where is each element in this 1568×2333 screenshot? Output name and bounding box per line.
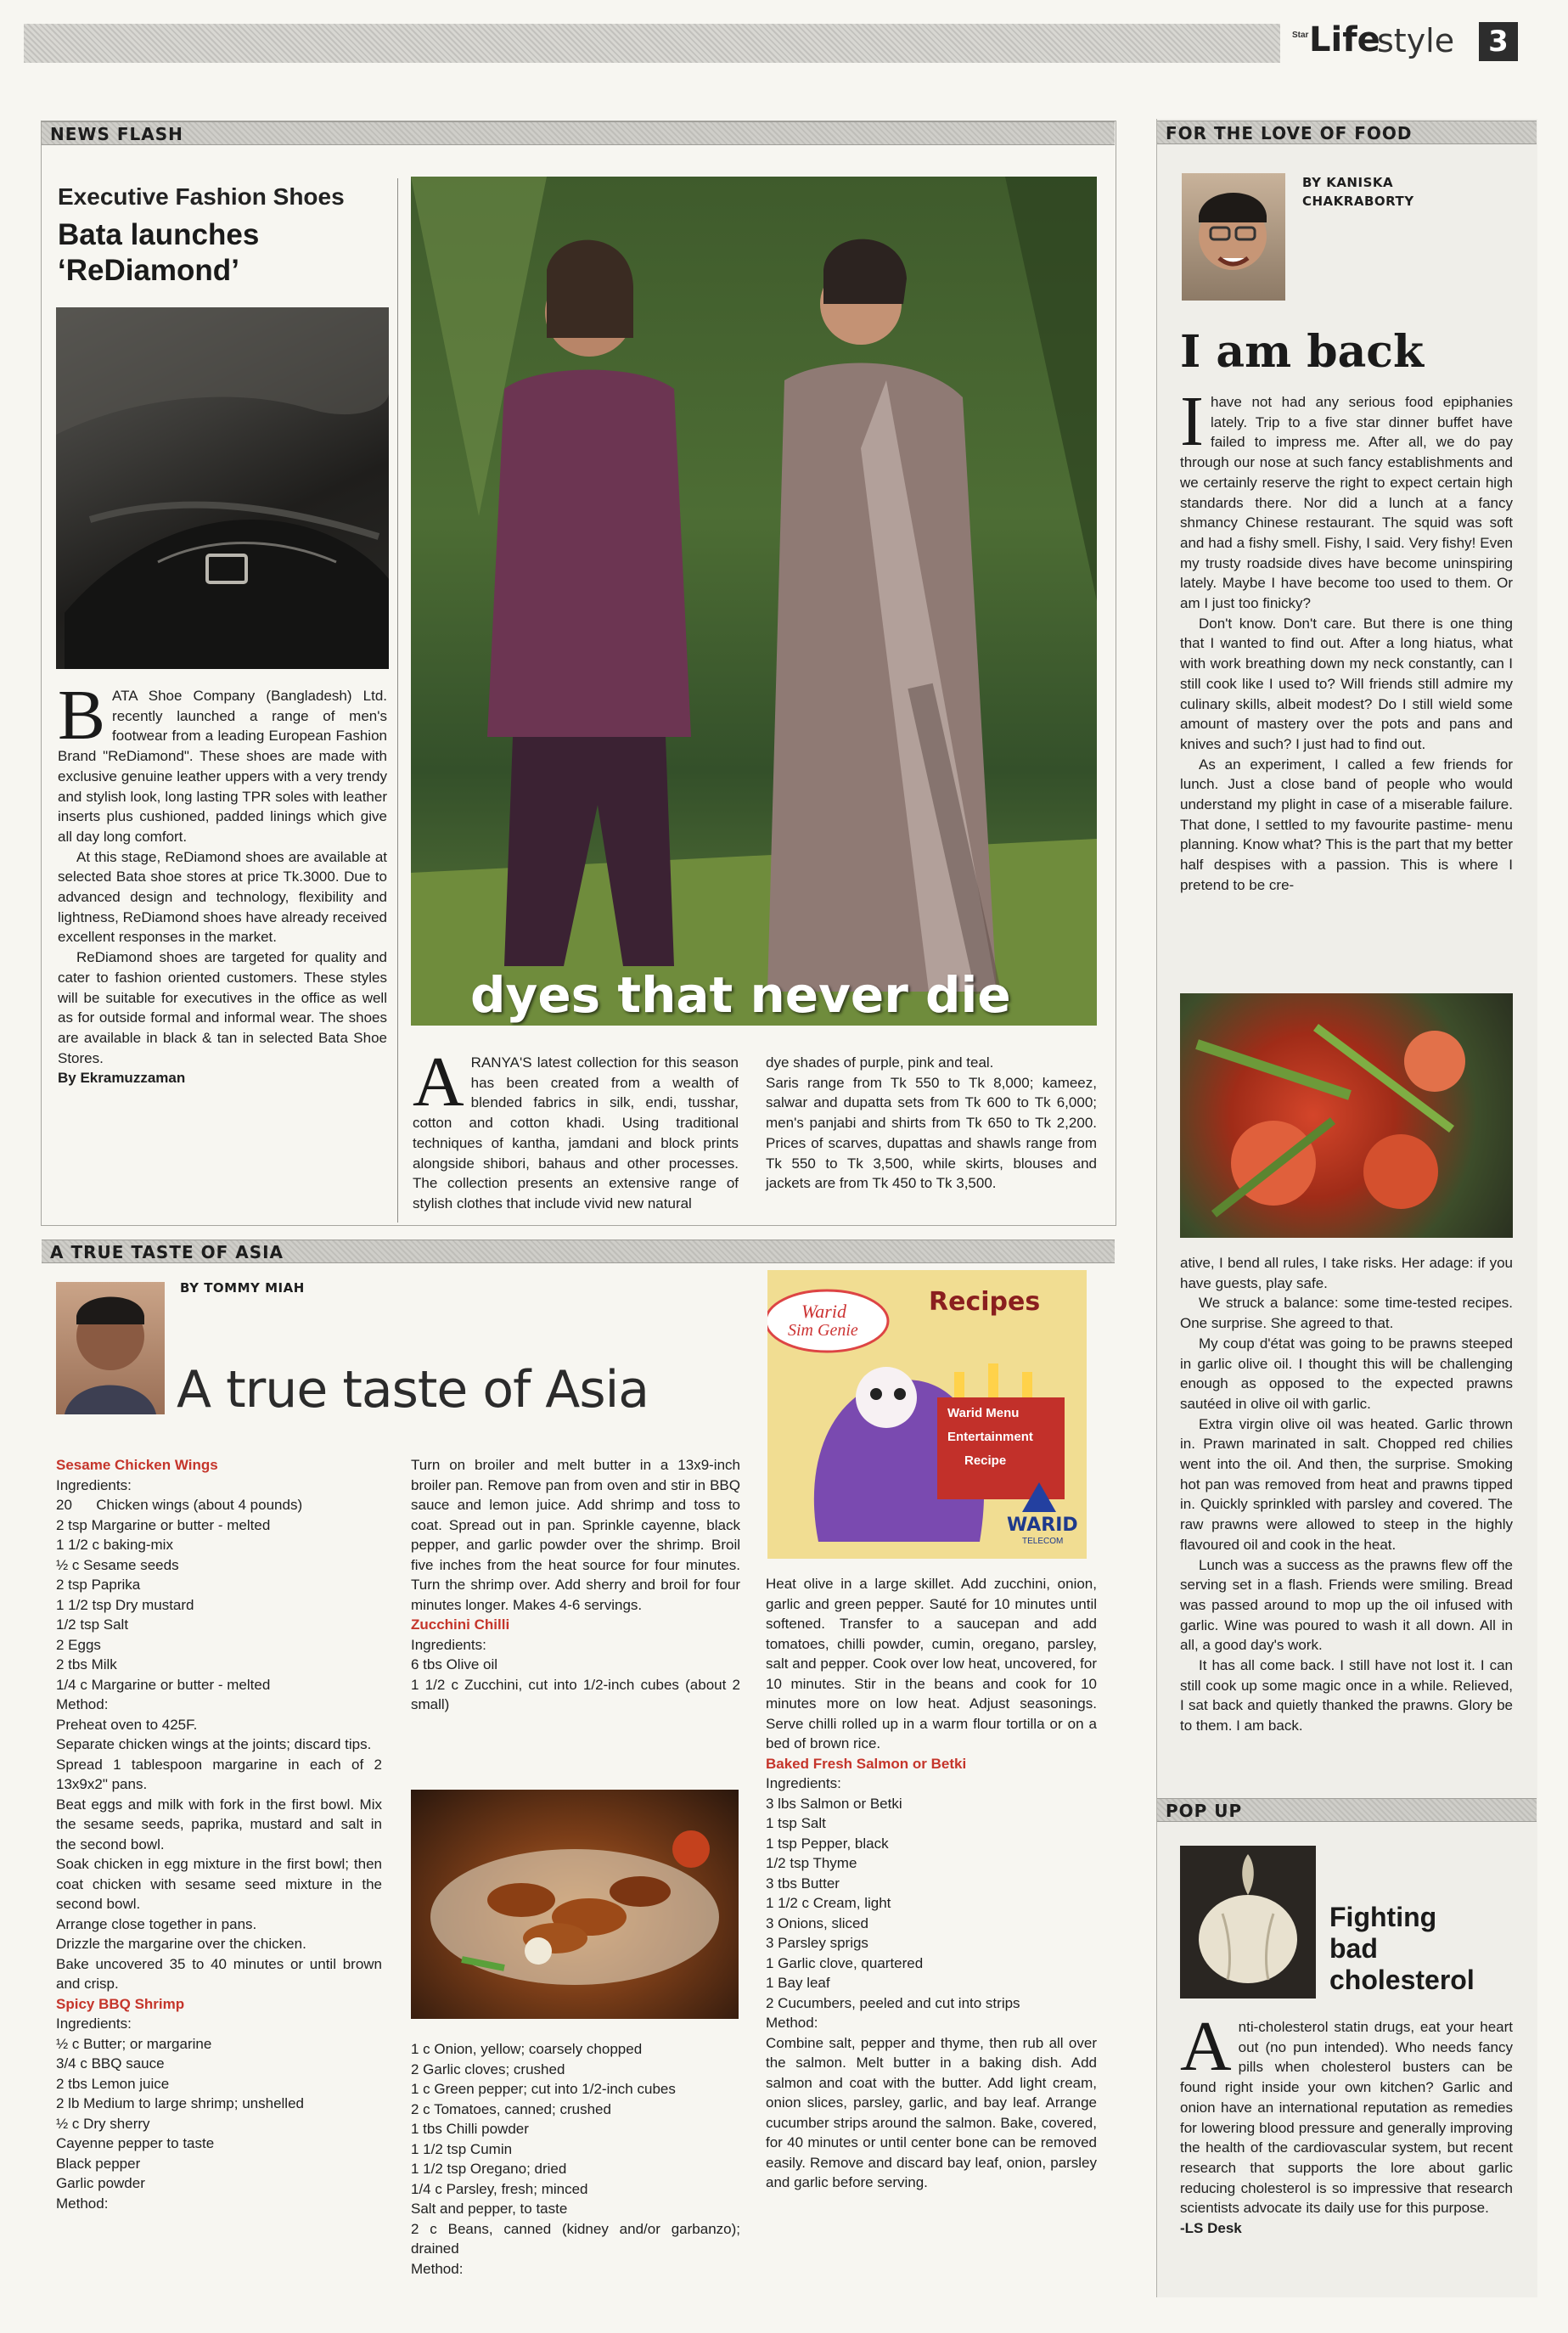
author-photo-kaniska	[1182, 173, 1285, 301]
recipe-line: 1 1/2 tsp Dry mustard	[56, 1596, 194, 1613]
headline-line: cholesterol	[1329, 1965, 1475, 1995]
recipe-line: Method:	[411, 2260, 464, 2277]
recipe-line: ½ c Dry sherry	[56, 2115, 150, 2132]
paragraph: ReDiamond shoes are targeted for quality and cater to fashion oriented customers. These styles will be suitable for executives in the office as well as for outside formal and informal wear. The shoes are available in black & tan in selected Bata Shoe Stores.	[58, 949, 387, 1066]
recipe-line: 3 tbs Butter	[766, 1875, 840, 1892]
recipe-col-2b	[411, 2039, 740, 2279]
recipe-step: Heat olive in a large skillet. Add zucchini, onion, garlic and green pepper. Sauté for 10 minutes until softened. Transfer to a saucepan and add tomatoes, chilli powder, cumin, oregano, parsley, salt and pepper. Cook over low heat, uncovered, for 10 minutes. Stir in the beans and cook for 10 minutes more on low heat. Adjust seasonings. Serve chilli rolled up in a warm flour tortilla or on a bed of brown rice.	[766, 1576, 1097, 1751]
promo-menu-3: Recipe	[964, 1453, 1007, 1468]
recipe-title: Sesame Chicken Wings	[56, 1457, 218, 1473]
promo-title: Recipes	[929, 1287, 1041, 1317]
headline-line: bad	[1329, 1933, 1378, 1964]
recipe-line: 1 1/2 tsp Oregano; dried	[411, 2161, 567, 2177]
promo-badge-2: Sim Genie	[788, 1321, 858, 1340]
recipe-col-3	[766, 1574, 1097, 2193]
recipe-line: 1 Garlic clove, quartered	[766, 1954, 924, 1971]
bata-headline	[58, 217, 259, 289]
recipe-line: 3 Parsley sprigs	[766, 1935, 868, 1951]
dropcap: B	[58, 676, 106, 755]
news-flash-bar	[42, 121, 1115, 145]
food-bar	[1157, 121, 1537, 144]
recipe-line: Salt and pepper, to taste	[411, 2201, 568, 2217]
recipe-line: 6 tbs Olive oil	[411, 1656, 498, 1672]
recipe-step: Turn on broiler and melt butter in a 13x9-inch broiler pan. Remove pan from oven and stir in BBQ sauce and lemon juice. Add shrimp and toss to coat. Spread out in pan. Sprinkle cayenne, black pepper, and garlic powder over the shrimp. Broil five inches from the heat source for four minutes. Turn the shrimp over. Add sherry and broil for four minutes longer. Makes 4-6 servings.	[411, 1457, 740, 1613]
recipe-line: 1 c Green pepper; cut into 1/2-inch cubes	[411, 2081, 676, 2097]
recipe-line: 2 Eggs	[56, 1636, 101, 1653]
popup-bar	[1157, 1798, 1537, 1822]
masthead-pattern	[24, 24, 1280, 63]
recipe-line: Ingredients:	[56, 2015, 132, 2032]
recipe-line: Preheat oven to 425F.	[56, 1716, 198, 1733]
popup-headline	[1329, 1902, 1475, 1996]
promo-menu-2: Entertainment	[947, 1430, 1033, 1444]
headline-line: Bata launches	[58, 218, 260, 251]
column-rule	[397, 178, 398, 1223]
recipe-line: 2 tbs Lemon juice	[56, 2075, 170, 2092]
recipe-title: Baked Fresh Salmon or Betki	[766, 1755, 967, 1772]
brand-small: Star	[1292, 31, 1309, 40]
paragraph: Don't know. Don't care. But there is one thing that I wanted to find out. After a long hiatus, what with work breathing down my neck constantly, can I still cook like I used to? Will friends still admire my culinary skills, albeit modest? Do I still wield some amount of mastery over the pots and pans and knives and such? I just had to find out.	[1180, 615, 1513, 752]
recipe-line: Cayenne pepper to taste	[56, 2135, 215, 2151]
paragraph: Lunch was a success as the prawns flew off the serving set in a flash. Friends were smiling. Bread was passed around to mop up the oil infused with garlic. Wine was poured to wash it all down. All in all, a good day's work.	[1180, 1556, 1513, 1654]
recipe-step: Spread 1 tablespoon margarine in each of 2 13x9x2" pans.	[56, 1756, 382, 1792]
recipe-step: 1 1/2 c Zucchini, cut into 1/2-inch cubes (about 2 small)	[411, 1676, 740, 1712]
recipe-line: Ingredients:	[766, 1775, 841, 1791]
recipe-step: Separate chicken wings at the joints; discard tips.	[56, 1736, 372, 1752]
byline: By Ekramuzzaman	[58, 1070, 186, 1087]
recipe-line: 1 tsp Pepper, black	[766, 1835, 889, 1852]
food-headline: I am back	[1180, 326, 1424, 378]
byline-line: BY KANISKA	[1302, 175, 1394, 190]
recipe-line: Black pepper	[56, 2155, 141, 2172]
warid-logo: WARID	[1007, 1515, 1078, 1536]
recipe-line: Garlic powder	[56, 2175, 145, 2191]
recipe-line: 3 lbs Salmon or Betki	[766, 1795, 902, 1812]
recipe-line: ½ c Sesame seeds	[56, 1556, 179, 1573]
recipe-line: ½ c Butter; or margarine	[56, 2035, 212, 2052]
recipe-line: Method:	[56, 1696, 109, 1712]
garlic-photo	[1180, 1846, 1316, 1999]
section-label: POP UP	[1166, 1801, 1243, 1821]
recipes-promo	[767, 1270, 1087, 1559]
recipe-step: Bake uncovered 35 to 40 minutes or until brown and crisp.	[56, 1955, 382, 1992]
popup-article	[1180, 2007, 1513, 2239]
warid-logo-sub: TELECOM	[1022, 1537, 1064, 1546]
recipe-line: 1 c Onion, yellow; coarsely chopped	[411, 2041, 643, 2057]
bata-kicker: Executive Fashion Shoes	[58, 183, 345, 210]
recipe-line: Ingredients:	[56, 1476, 132, 1493]
paragraph: At this stage, ReDiamond shoes are available at selected Bata shoe stores at price Tk.3000. Due to advanced design and technology, flexibility and lightness, ReDiamond shoes have already received excellent responses in the market.	[58, 848, 387, 946]
recipe-line: 2 tsp Paprika	[56, 1577, 141, 1593]
recipe-step: Soak chicken in egg mixture in the first bowl; then coat chicken with sesame seed mixture in the second bowl.	[56, 1856, 382, 1912]
recipe-line: Method:	[766, 2015, 818, 2031]
recipe-line: Ingredients:	[411, 1636, 486, 1653]
brand-light: style	[1377, 22, 1455, 59]
photo-caption: dyes that never die	[470, 966, 1011, 1024]
paragraph: nti-cholesterol statin drugs, eat your heart out (no pun intended). Who needs fancy pills when cholesterol busters can be found right inside your own kitchen? Garlic and onion have an international reputation as remedies for lowering blood pressure and generally improving the health of the cardiovascular system, but recent research that supports the lore about garlic reducing cholesterol is so impressive that research scientists advocate its daily use for this purpose.	[1180, 2019, 1513, 2217]
food-article-b	[1180, 1253, 1513, 1736]
masthead-brand	[1289, 19, 1552, 66]
recipe-line: 2 c Tomatoes, canned; crushed	[411, 2100, 611, 2117]
recipe-line: 20 Chicken wings (about 4 pounds)	[56, 1497, 303, 1513]
recipe-line: 2 Garlic cloves; crushed	[411, 2060, 565, 2077]
brand-bold: Life	[1309, 20, 1380, 59]
paragraph: ATA Shoe Company (Bangladesh) Ltd. recently launched a range of men's footwear from a leading European Fashion Brand "ReDiamond". These shoes are made with exclusive genuine leather uppers with a very trendy and stylish look, long lasting TPR soles with leather inserts plus cushioned, padded linings which give all day long comfort.	[58, 688, 387, 845]
recipe-line: Method:	[56, 2195, 109, 2212]
fashion-photo	[411, 177, 1097, 1026]
recipe-line: 1 tbs Chilli powder	[411, 2121, 529, 2137]
section-label: A TRUE TASTE OF ASIA	[50, 1242, 284, 1262]
recipe-col-2	[411, 1455, 740, 1715]
author-photo-tommy	[56, 1282, 165, 1414]
recipe-title: Zucchini Chilli	[411, 1616, 510, 1633]
paragraph: RANYA'S latest collection for this season has been created from a wealth of blended fabrics in silk, endi, tusshar, cotton and cotton khadi. Using traditional techniques of kantha, jamdani and block prints alongside shibori, bahaus and other processes. The collection presents an extensive range of stylish clothes that include vivid new natural	[413, 1054, 739, 1211]
paragraph: It has all come back. I still have not lost it. I can still cook up some magic once in a while. Relieved, I sat back and quietly thanked the prawns. Glory be to them. I am back.	[1180, 1657, 1513, 1734]
recipe-col-1	[56, 1455, 382, 2213]
recipe-step: 2 c Beans, canned (kidney and/or garbanzo); drained	[411, 2220, 740, 2257]
recipe-step: Beat eggs and milk with fork in the first bowl. Mix the sesame seeds, paprika, mustard and salt in the second bowl.	[56, 1796, 382, 1852]
paragraph: We struck a balance: some time-tested recipes. One surprise. She agreed to that.	[1180, 1295, 1513, 1332]
headline-line: ‘ReDiamond’	[58, 254, 239, 287]
recipe-line: 1 tsp Salt	[766, 1815, 826, 1831]
recipe-line: 2 lb Medium to large shrimp; unshelled	[56, 2095, 304, 2111]
prawns-photo	[1180, 993, 1513, 1238]
paragraph: As an experiment, I called a few friends for lunch. Just a close band of people who would understand my plight in case of a miserable failure. That done, I settled to my favourite pastime- menu planning. Know what? This is the part that my better half despises with a passion. This is where I pretend to be cre-	[1180, 756, 1513, 893]
fashion-col-1	[413, 1043, 739, 1214]
dropcap: A	[1180, 2007, 1232, 2086]
recipe-line: 1 1/2 c Cream, light	[766, 1895, 891, 1911]
recipe-line: 1/2 tsp Salt	[56, 1616, 129, 1633]
recipe-step: Drizzle the margarine over the chicken.	[56, 1936, 306, 1952]
recipe-line: 2 Cucumbers, peeled and cut into strips	[766, 1994, 1020, 2011]
recipe-line: 1/2 tsp Thyme	[766, 1855, 857, 1871]
section-label: FOR THE LOVE OF FOOD	[1166, 123, 1413, 143]
page-number: 3	[1479, 22, 1518, 61]
paragraph: dye shades of purple, pink and teal.	[766, 1054, 994, 1071]
recipe-step: Combine salt, pepper and thyme, then rub all over the salmon. Melt butter in a baking dish. Add salmon and coat with the butter. Add light cream, onion slices, parsley, garlic, and bay leaf. Arrange cucumber strips around the salmon. Bake, covered, for 40 minutes or until center bone can be removed easily. Remove and discard bay leaf, onion, parsley and garlic before serving.	[766, 2034, 1097, 2190]
food-article-a	[1180, 382, 1513, 896]
paragraph: ative, I bend all rules, I take risks. Her adage: if you have guests, play safe.	[1180, 1255, 1513, 1291]
dropcap: A	[413, 1043, 464, 1122]
recipe-line: 1 Bay leaf	[766, 1975, 830, 1991]
shoe-photo	[56, 307, 389, 669]
asia-bar	[42, 1240, 1115, 1263]
byline-line: CHAKRABORTY	[1302, 194, 1414, 209]
fashion-col-2	[766, 1053, 1097, 1194]
headline-line: Fighting	[1329, 1902, 1437, 1932]
paragraph: have not had any serious food epiphanies lately. Trip to a five star dinner buffet have failed to impress me. After all, we do pay through our nose at such fancy establishments and we certainly reserve the right to expect certain high standards there. Nor did a lunch at a fancy shmancy Chinese restaurant. The squid was soft and had a fishy smell. Fishy, I said. Very fishy! Even my trusty roadside dives have become uninspiring lately. Maybe I have become too used to them. Or am I just too finicky?	[1180, 394, 1513, 612]
recipe-line: 1/4 c Parsley, fresh; minced	[411, 2180, 588, 2197]
recipe-line: 2 tsp Margarine or butter - melted	[56, 1516, 271, 1533]
asia-byline: BY TOMMY MIAH	[180, 1280, 305, 1296]
recipe-step: Arrange close together in pans.	[56, 1915, 257, 1932]
paragraph: Saris range from Tk 550 to Tk 8,000; kameez, salwar and dupatta sets from Tk 600 to Tk 6,000; men's panjabi and shirts from Tk 650 to Tk 2,200. Prices of scarves, dupattas and shawls range from Tk 550 to Tk 3,500, while skirts, blouses and jackets are from Tk 450 to Tk 3,500.	[766, 1074, 1097, 1192]
recipe-line: 2 tbs Milk	[56, 1656, 117, 1672]
recipe-line: 1 1/2 c baking-mix	[56, 1537, 173, 1553]
recipe-title: Spicy BBQ Shrimp	[56, 1995, 185, 2012]
promo-menu-1: Warid Menu	[947, 1406, 1020, 1420]
recipe-line: 3/4 c BBQ sauce	[56, 2055, 165, 2072]
promo-badge-1: Warid	[801, 1301, 846, 1322]
section-label: NEWS FLASH	[50, 124, 183, 144]
recipe-line: 1 1/2 tsp Cumin	[411, 2140, 513, 2157]
byline: -LS Desk	[1180, 2220, 1242, 2237]
dropcap: I	[1180, 382, 1204, 461]
paragraph: My coup d'état was going to be prawns steeped in garlic olive oil. I thought this will be challenging enough as opposed to the expected prawns sautéed in olive oil with garlic.	[1180, 1335, 1513, 1412]
food-byline	[1302, 173, 1414, 211]
paragraph: Extra virgin olive oil was heated. Garlic thrown in. Prawn marinated in salt. Chopped red chilies went into the oil. And then, the surprise. Smoking hot pan was removed from heat and prawns tipped in. Quickly sprinkled with parsley and covered. The raw prawns were allowed to steep in the highly flavoured oil and cook in the heat.	[1180, 1415, 1513, 1553]
chicken-wings-photo	[411, 1790, 739, 2019]
recipe-line: 3 Onions, sliced	[766, 1914, 868, 1931]
recipe-line: 1/4 c Margarine or butter - melted	[56, 1676, 271, 1693]
bata-article	[58, 676, 387, 1088]
asia-headline: A true taste of Asia	[177, 1360, 649, 1419]
